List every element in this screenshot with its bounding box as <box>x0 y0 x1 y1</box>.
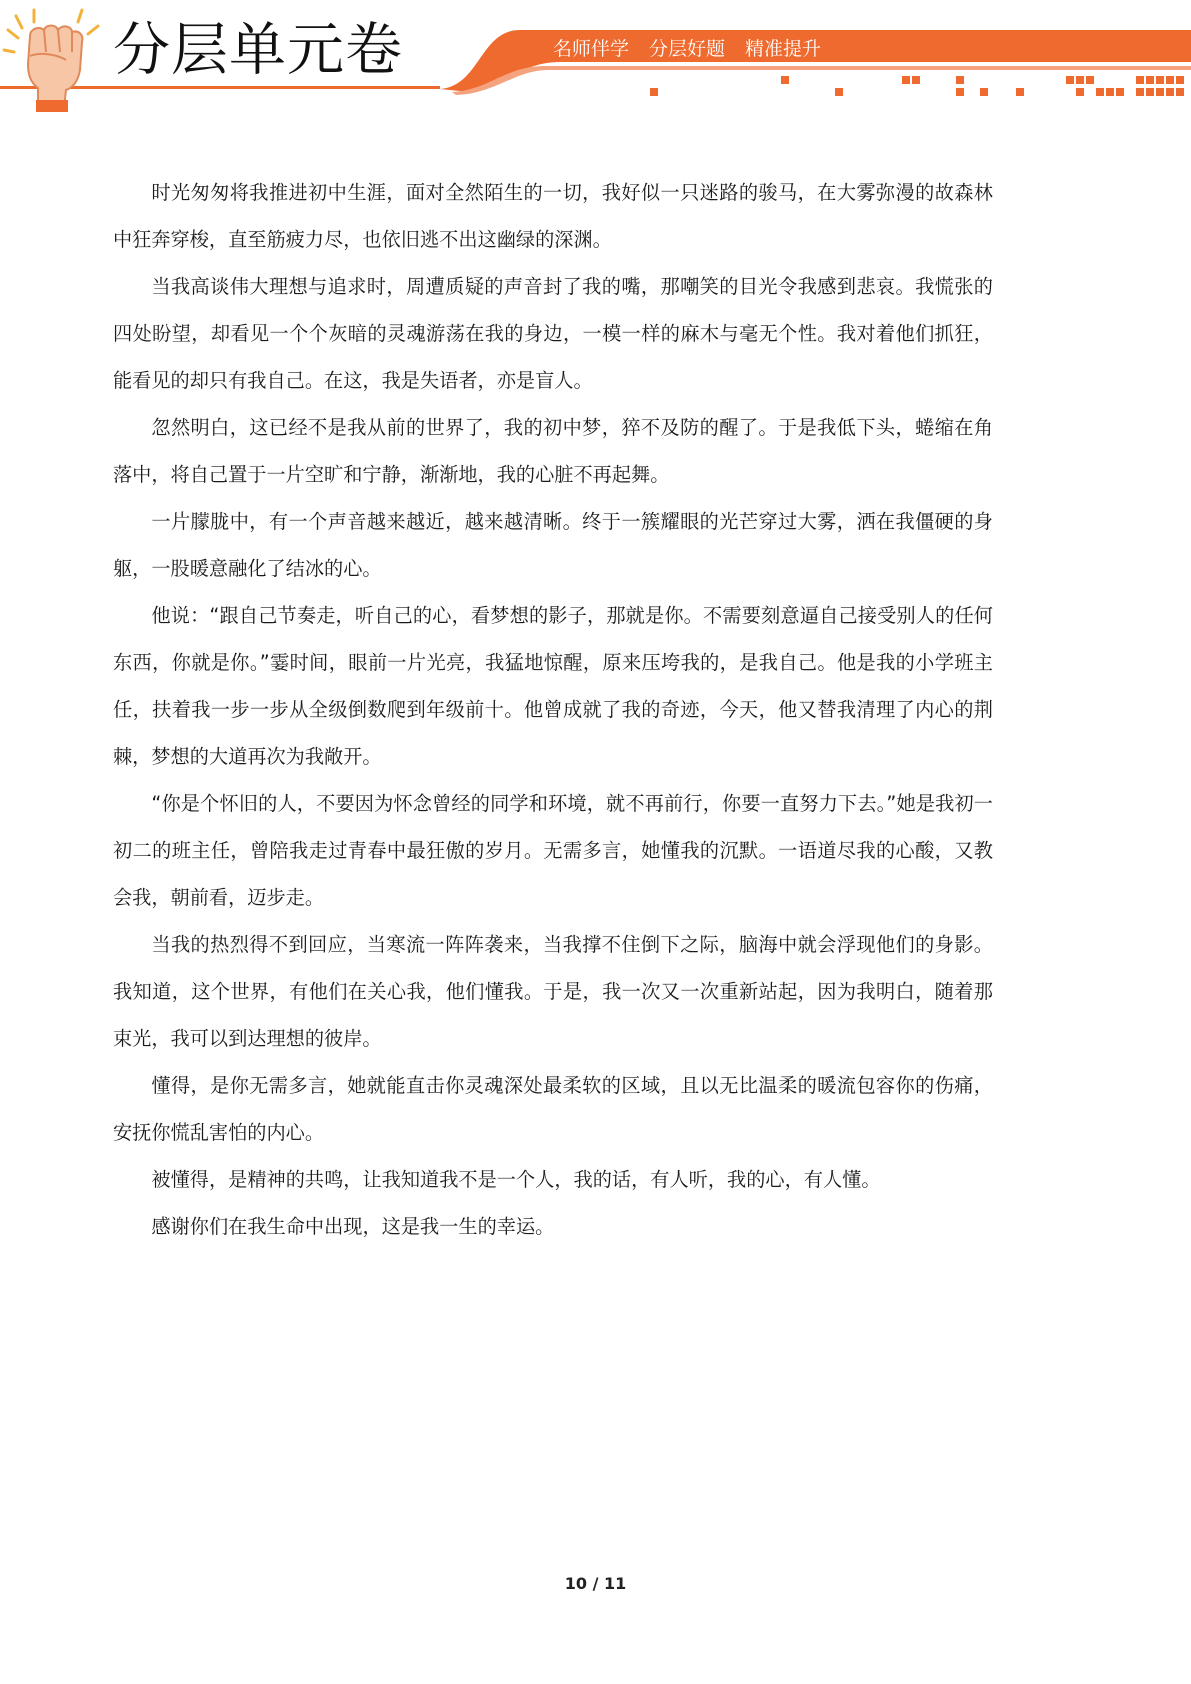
raised-fist-icon <box>4 10 98 112</box>
slogan-item: 分层好题 <box>649 37 726 60</box>
paragraph: 时光匆匆将我推进初中生涯，面对全然陌生的一切，我好似一只迷路的骏马，在大雾弥漫的故森林中狂奔穿梭，直至筋疲力尽，也依旧逃不出这幽绿的深渊。 <box>113 181 993 251</box>
paragraph: 他说：“跟自己节奏走，听自己的心，看梦想的影子，那就是你。不需要刻意逼自己接受别人的任何东西，你就是你。”霎时间，眼前一片光亮，我猛地惊醒，原来压垮我的，是我自己。他是我的小学班主任，扶着我一步一步从全级倒数爬到年级前十。他曾成就了我的奇迹，今天，他又替我清理了内心的荆棘，梦想的大道再次为我敞开。 <box>113 604 993 768</box>
page-number: 10 / 11 <box>564 1574 627 1593</box>
paragraph: 被懂得，是精神的共鸣，让我知道我不是一个人，我的话，有人听，我的心，有人懂。 <box>151 1168 881 1191</box>
paragraph: 忽然明白，这已经不是我从前的世界了，我的初中梦，猝不及防的醒了。于是我低下头，蜷缩在角落中，将自己置于一片空旷和宁静，渐渐地，我的心脏不再起舞。 <box>113 416 993 486</box>
paragraph: 一片朦胧中，有一个声音越来越近，越来越清晰。终于一簇耀眼的光芒穿过大雾，洒在我僵硬的身躯，一股暖意融化了结冰的心。 <box>113 510 993 580</box>
paragraph: “你是个怀旧的人，不要因为怀念曾经的同学和环境，就不再前行，你要一直努力下去。”她是我初一初二的班主任，曾陪我走过青春中最狂傲的岁月。无需多言，她懂我的沉默。一语道尽我的心酸，又教会我，朝前看，迈步走。 <box>113 792 993 909</box>
essay-body <box>113 169 993 1250</box>
paragraph: 懂得，是你无需多言，她就能直击你灵魂深处最柔软的区域，且以无比温柔的暖流包容你的伤痛，安抚你慌乱害怕的内心。 <box>113 1074 993 1144</box>
paragraph: 感谢你们在我生命中出现，这是我一生的幸运。 <box>151 1215 555 1238</box>
paragraph: 当我的热烈得不到回应，当寒流一阵阵袭来，当我撑不住倒下之际，脑海中就会浮现他们的身影。我知道，这个世界，有他们在关心我，他们懂我。于是，我一次又一次重新站起，因为我明白，随着那束光，我可以到达理想的彼岸。 <box>113 933 993 1050</box>
header-title: 分层单元卷 <box>113 17 403 83</box>
slogan-item: 名师伴学 <box>553 37 630 60</box>
header-slogans <box>553 32 821 62</box>
paragraph: 当我高谈伟大理想与追求时，周遭质疑的声音封了我的嘴，那嘲笑的目光令我感到悲哀。我慌张的四处盼望，却看见一个个灰暗的灵魂游荡在我的身边，一模一样的麻木与毫无个性。我对着他们抓狂，能看见的却只有我自己。在这，我是失语者，亦是盲人。 <box>113 275 993 392</box>
slogan-item: 精准提升 <box>745 37 822 60</box>
page-header <box>0 0 1191 125</box>
